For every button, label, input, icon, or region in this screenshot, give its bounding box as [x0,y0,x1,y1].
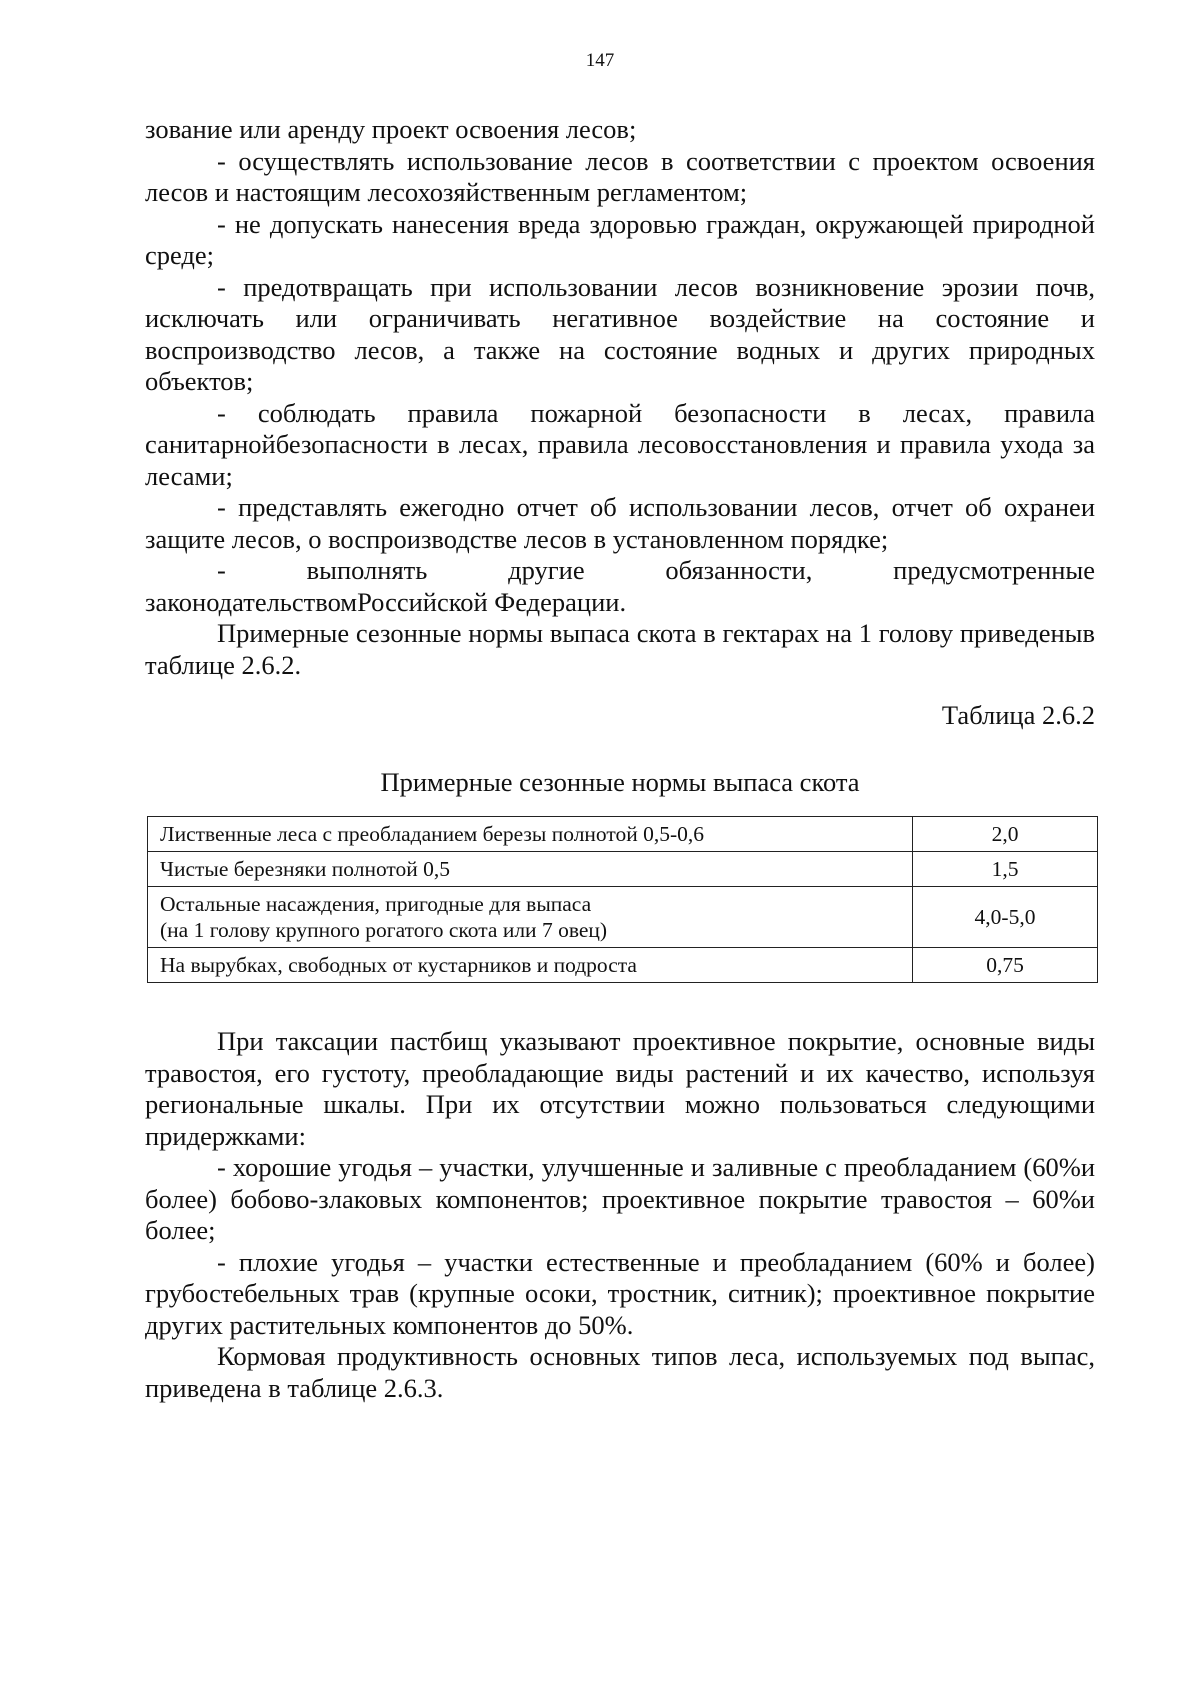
paragraph: - предотвращать при использовании лесов возникновение эрозии почв, исключать или ограничивать негативное воздействие на состояние и воспроизводство лесов, а также на состояние водных и других природных объектов; [145,271,1095,396]
paragraph: - осуществлять использование лесов в соответствии с проектом освоения лесов и настоящим лесохозяйственным регламентом; [145,145,1095,207]
body-text-top [145,114,1095,681]
paragraph: При таксации пастбищ указывают проективное покрытие, основные виды травостоя, его густоту, преобладающие виды растений и их качество, используя региональные шкалы. При их отсутствии можно пользоваться следующими придержками: [145,1026,1095,1151]
page-number: 147 [585,50,615,71]
paragraph: - представлять ежегодно отчет об использовании лесов, отчет об охранеи защите лесов, о воспроизводстве лесов в установленном порядке; [145,492,1095,554]
row-label: Остальные насаждения, пригодные для выпаса (на 1 голову крупного рогатого скота или 7 овец) [148,887,913,948]
table-row [148,817,1098,852]
paragraph: - выполнять другие обязанности, предусмотренные законодательствомРоссийской Федерации. [145,555,1095,617]
row-label: Лиственные леса с преобладанием березы полнотой 0,5-0,6 [148,817,913,852]
paragraph: Кормовая продуктивность основных типов леса, используемых под выпас, приведена в таблице 2.6.3. [145,1341,1095,1403]
table-row [148,887,1098,948]
paragraph: зование или аренду проект освоения лесов; [145,114,637,144]
row-value: 2,0 [913,817,1098,852]
paragraph: - не допускать нанесения вреда здоровью граждан, окружающей природной среде; [145,208,1095,270]
row-label: Чистые березняки полнотой 0,5 [148,852,913,887]
body-text-bottom [145,1026,1095,1404]
grazing-norms-table [147,816,1098,983]
row-value: 4,0-5,0 [913,887,1098,948]
row-value: 0,75 [913,948,1098,983]
row-label: На вырубках, свободных от кустарников и подроста [148,948,913,983]
paragraph: - соблюдать правила пожарной безопасности в лесах, правила санитарнойбезопасности в лесах, правила лесовосстановления и правила ухода за лесами; [145,397,1095,491]
table-row [148,948,1098,983]
table-number: Таблица 2.6.2 [941,700,1095,730]
row-value: 1,5 [913,852,1098,887]
paragraph: - хорошие угодья – участки, улучшенные и заливные с преобладанием (60%и более) бобово-злаковых компонентов; проективное покрытие травостоя – 60%и более; [145,1152,1095,1245]
table-title: Примерные сезонные нормы выпаса скота [380,767,860,797]
paragraph: Примерные сезонные нормы выпаса скота в гектарах на 1 голову приведеныв таблице 2.6.2. [145,618,1095,680]
paragraph: - плохие угодья – участки естественные и преобладанием (60% и более) грубостебельных трав (крупные осоки, тростник, ситник); проективное покрытие других растительных компонентов до 50%. [145,1246,1095,1340]
table-row [148,852,1098,887]
